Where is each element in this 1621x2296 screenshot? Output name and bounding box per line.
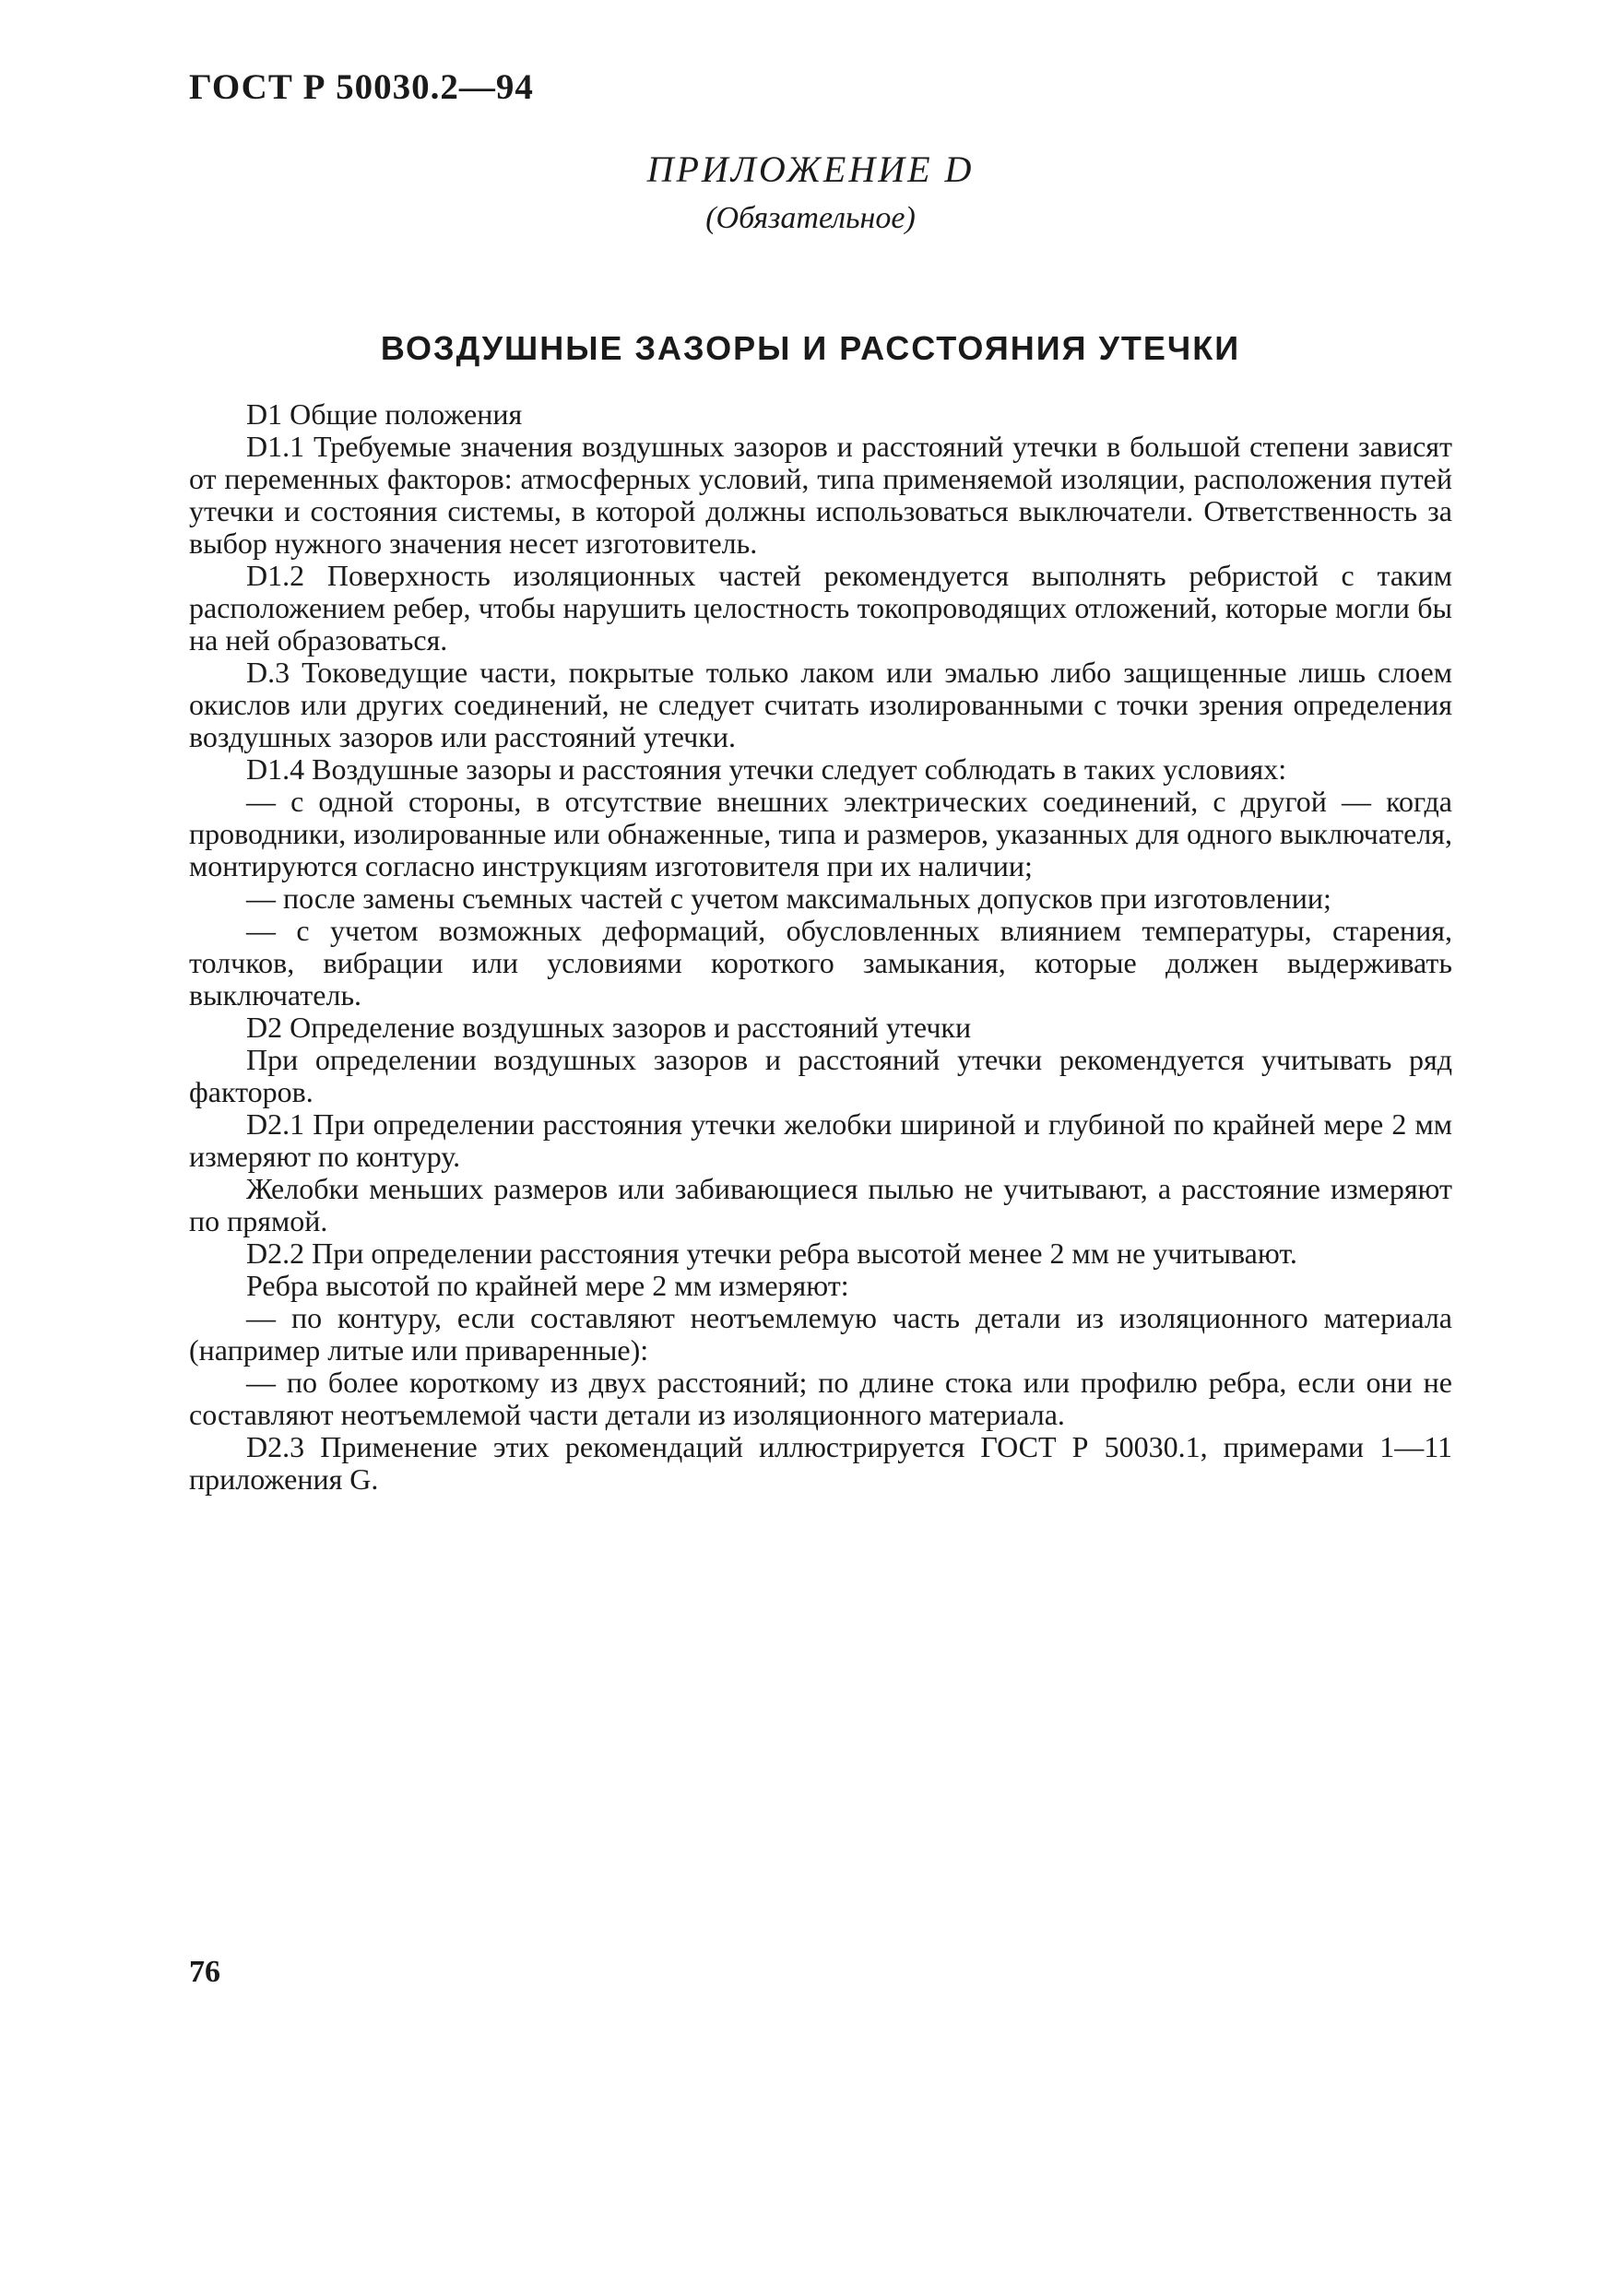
list-item: — с учетом возможных деформаций, обусловленных влиянием температуры, старения, толчков, вибрации или условиями короткого замыкания, которые должен выдерживать выключатель. bbox=[189, 914, 1452, 1012]
paragraph-d1-1: D1.1 Требуемые значения воздушных зазоров и расстояний утечки в большой степени зависят от переменных факторов: атмосферных условий, типа применяемой изоляции, расположения путей утечки и состояния системы, в которой должны использоваться выключатели. Ответственность за выбор нужного значения несет изготовитель. bbox=[189, 430, 1452, 560]
paragraph-d1-2: D1.2 Поверхность изоляционных частей рекомендуется выполнять ребристой с таким расположением ребер, чтобы нарушить целостность токопроводящих отложений, которые могли бы на ней образоваться. bbox=[189, 559, 1452, 657]
body-text bbox=[189, 398, 1452, 1496]
paragraph-d2-1-note: Желобки меньших размеров или забивающиеся пылью не учитывают, а расстояние измеряют по прямой. bbox=[189, 1172, 1452, 1237]
standard-code: ГОСТ Р 50030.2—94 bbox=[189, 67, 534, 107]
paragraph-d2-2-intro: Ребра высотой по крайней мере 2 мм измеряют: bbox=[246, 1269, 849, 1302]
paragraph-d2-2: D2.2 При определении расстояния утечки ребра высотой менее 2 мм не учитывают. bbox=[246, 1237, 1297, 1270]
paragraph-d2-1: D2.1 При определении расстояния утечки желобки шириной и глубиной по крайней мере 2 мм измеряют по контуру. bbox=[189, 1107, 1452, 1173]
paragraph-d2-heading: D2 Определение воздушных зазоров и расстояний утечки bbox=[246, 1011, 972, 1044]
list-item: — по контуру, если составляют неотъемлемую часть детали из изоляционного материала (например литые или приваренные): bbox=[189, 1301, 1452, 1367]
list-item: — после замены съемных частей с учетом максимальных допусков при изготовлении; bbox=[246, 882, 1331, 915]
paragraph-d2-intro: При определении воздушных зазоров и расстояний утечки рекомендуется учитывать ряд факторов. bbox=[189, 1043, 1452, 1108]
annex-status: (Обязательное) bbox=[705, 201, 916, 235]
section-heading: ВОЗДУШНЫЕ ЗАЗОРЫ И РАССТОЯНИЯ УТЕЧКИ bbox=[380, 329, 1241, 367]
paragraph-d1-4: D1.4 Воздушные зазоры и расстояния утечки следует соблюдать в таких условиях: bbox=[246, 752, 1287, 786]
annex-title: ПРИЛОЖЕНИЕ D bbox=[646, 148, 975, 190]
paragraph-d2-3: D2.3 Применение этих рекомендаций иллюстрируется ГОСТ Р 50030.1, примерами 1—11 приложения G. bbox=[189, 1430, 1452, 1496]
list-item: — с одной стороны, в отсутствие внешних электрических соединений, с другой — когда проводники, изолированные или обнаженные, типа и размеров, указанных для одного выключателя, монтируются согласно инструкциям изготовителя при их наличии; bbox=[189, 785, 1452, 882]
page-number: 76 bbox=[189, 1955, 220, 1989]
list-item: — по более короткому из двух расстояний; по длине стока или профилю ребра, если они не составляют неотъемлемой части детали из изоляционного материала. bbox=[189, 1366, 1452, 1431]
paragraph-d-3: D.3 Токоведущие части, покрытые только лаком или эмалью либо защищенные лишь слоем окислов или других соединений, не следует считать изолированными с точки зрения определения воздушных зазоров или расстояний утечки. bbox=[189, 656, 1452, 753]
paragraph-d1-heading: D1 Общие положения bbox=[246, 397, 523, 431]
